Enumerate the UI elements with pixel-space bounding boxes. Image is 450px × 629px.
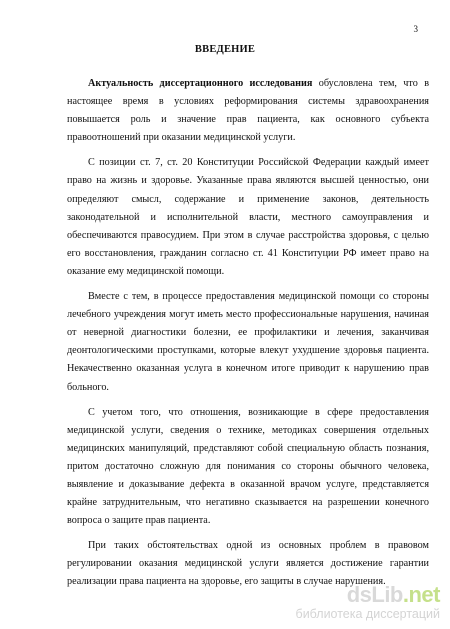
paragraph-constitution: С позиции ст. 7, ст. 20 Конституции Российской Федерации каждый имеет право на жизнь и здоровье. Указанные права являются высшей ценностью, они определяют смысл, содержание и применение законов, деятельность законодательной и исполнительной власти, местного самоуправления и обеспечиваются правосудием. При этом в случае расстройства здоровья, с целью его восстановления, гражданин согласно ст. 41 Конституции РФ имеет право на оказание ему медицинской помощи. <box>67 157 429 277</box>
paragraph-text: обусловлена тем, что в настоящее время в условиях реформирования системы здравоохранения повышается роль и значение прав пациента, как основного субъекта правоотношений при оказании медицинской услуги. <box>67 78 429 144</box>
watermark-logo-main: dsLib <box>346 582 403 607</box>
body-text <box>67 75 429 599</box>
watermark-logo <box>296 584 440 606</box>
paragraph-knowledge: С учетом того, что отношения, возникающие в сфере предоставления медицинской услуги, сведения о технике, методиках совершения отдельных медицинских манипуляций, представляют собой специальную область познания, притом достаточно сложную для понимания со стороны обычного человека, выявление и доказывание дефекта в оказанной врачом услуге, представляется крайне затруднительным, что негативно сказывается на разрешении конечного вопроса о защите прав пациента. <box>67 406 429 527</box>
watermark-logo-tld: .net <box>402 582 440 607</box>
page-number: 3 <box>413 24 418 34</box>
paragraph-problem: При таких обстоятельствах одной из основных проблем в правовом регулировании оказания медицинской услуги является достижение гарантии реализации права пациента на здоровье, его защиты в случае нарушения. <box>67 540 429 588</box>
watermark <box>296 584 440 622</box>
paragraph-lead: Актуальность диссертационного исследования <box>88 78 313 89</box>
paragraph-violations: Вместе с тем, в процессе предоставления медицинской помощи со стороны лечебного учреждения могут иметь место профессиональные нарушения, начиная от неверной диагностики болезни, ее профилактики и лечения, заканчивая деонтологическими проступками, которые влекут ухудшение здоровья пациента. Некачественно оказанная услуга в конечном итоге приводит к нарушению прав больного. <box>67 291 429 393</box>
watermark-tagline: библиотека диссертаций <box>295 607 440 621</box>
paragraph-relevance <box>67 75 429 147</box>
section-heading: ВВЕДЕНИЕ <box>194 44 256 55</box>
